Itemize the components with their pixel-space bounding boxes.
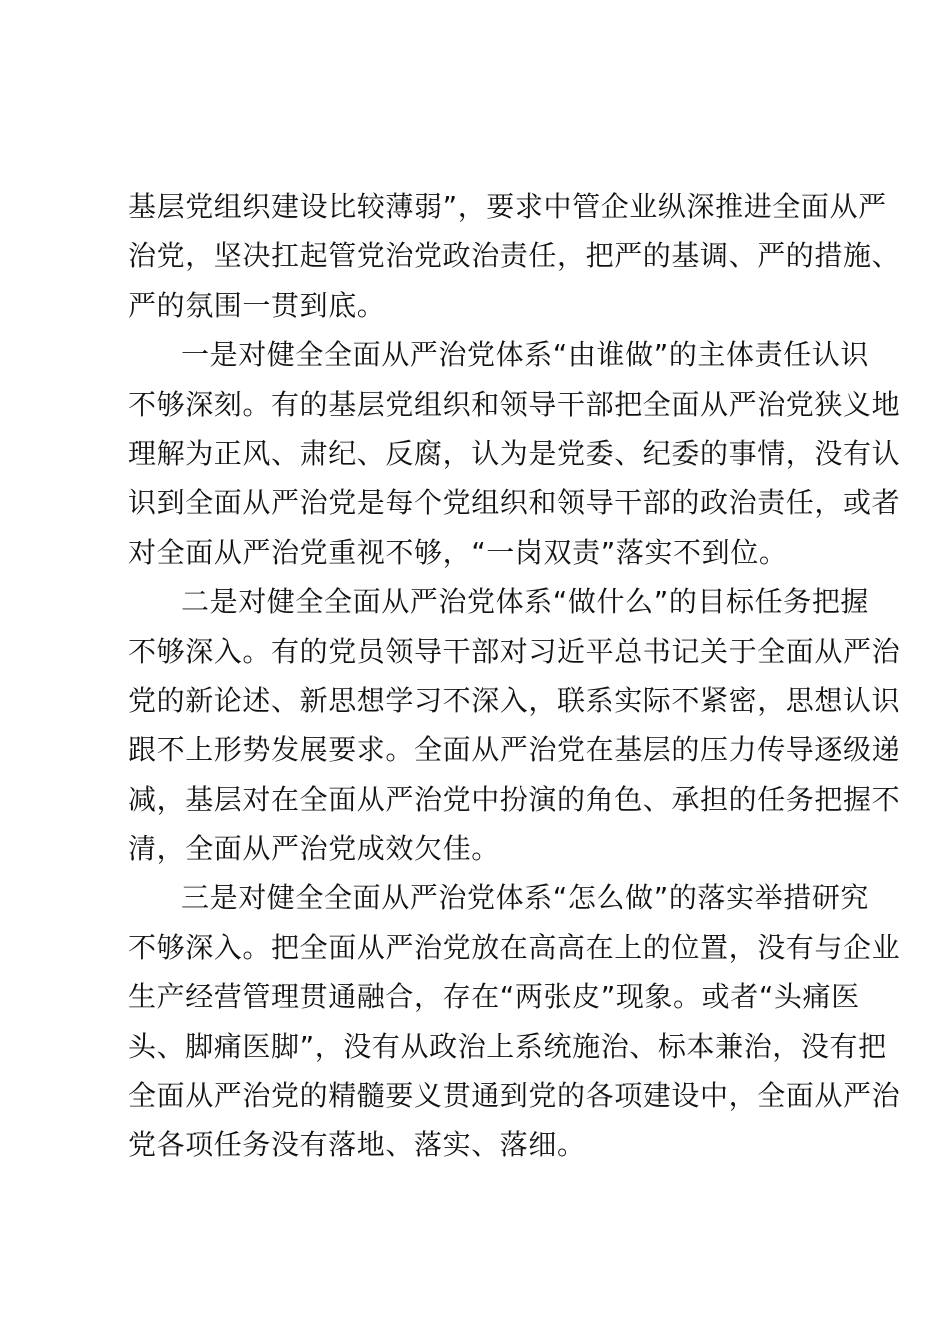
- text-line: 二是对健全全面从严治党体系“做什么”的目标任务把握: [181, 585, 870, 619]
- text-line: 三是对健全全面从严治党体系“怎么做”的落实举措研究: [181, 881, 870, 915]
- paragraph-point-one: [128, 330, 901, 577]
- text-line: 全面从严治党的精髓要义贯通到党的各项建设中，全面从严治: [128, 1079, 901, 1113]
- document-body: [128, 182, 901, 1170]
- text-line: 对全面从严治党重视不够，“一岗双责”落实不到位。: [128, 535, 788, 569]
- text-line: 党的新论述、新思想学习不深入，联系实际不紧密，思想认识: [128, 683, 901, 717]
- text-line: 不够深入。有的党员领导干部对习近平总书记关于全面从严治: [128, 634, 901, 668]
- text-line: 生产经营管理贯通融合，存在“两张皮”现象。或者“头痛医: [128, 980, 860, 1014]
- text-line: 一是对健全全面从严治党体系“由谁做”的主体责任认识: [181, 338, 870, 372]
- text-line: 严的氛围一贯到底。: [128, 288, 386, 322]
- paragraph-point-two: [128, 577, 901, 873]
- text-line: 党各项任务没有落地、落实、落细。: [128, 1128, 586, 1162]
- text-line: 头、脚痛医脚”，没有从政治上系统施治、标本兼治，没有把: [128, 1029, 887, 1063]
- text-line: 跟不上形势发展要求。全面从严治党在基层的压力传导逐级递: [128, 733, 901, 767]
- text-line: 不够深刻。有的基层党组织和领导干部把全面从严治党狭义地: [128, 387, 901, 421]
- text-line: 清，全面从严治党成效欠佳。: [128, 832, 500, 866]
- text-line: 基层党组织建设比较薄弱”，要求中管企业纵深推进全面从严: [128, 190, 887, 223]
- text-line: 理解为正风、肃纪、反腐，认为是党委、纪委的事情，没有认: [128, 436, 901, 470]
- text-line: 不够深入。把全面从严治党放在高高在上的位置，没有与企业: [128, 930, 901, 964]
- paragraph-continuation: [128, 182, 901, 330]
- text-line: 减，基层对在全面从严治党中扮演的角色、承担的任务把握不: [128, 782, 901, 816]
- text-line: 治党，坚决扛起管党治党政治责任，把严的基调、严的措施、: [128, 239, 901, 273]
- paragraph-point-three: [128, 873, 901, 1169]
- text-line: 识到全面从严治党是每个党组织和领导干部的政治责任，或者: [128, 486, 901, 520]
